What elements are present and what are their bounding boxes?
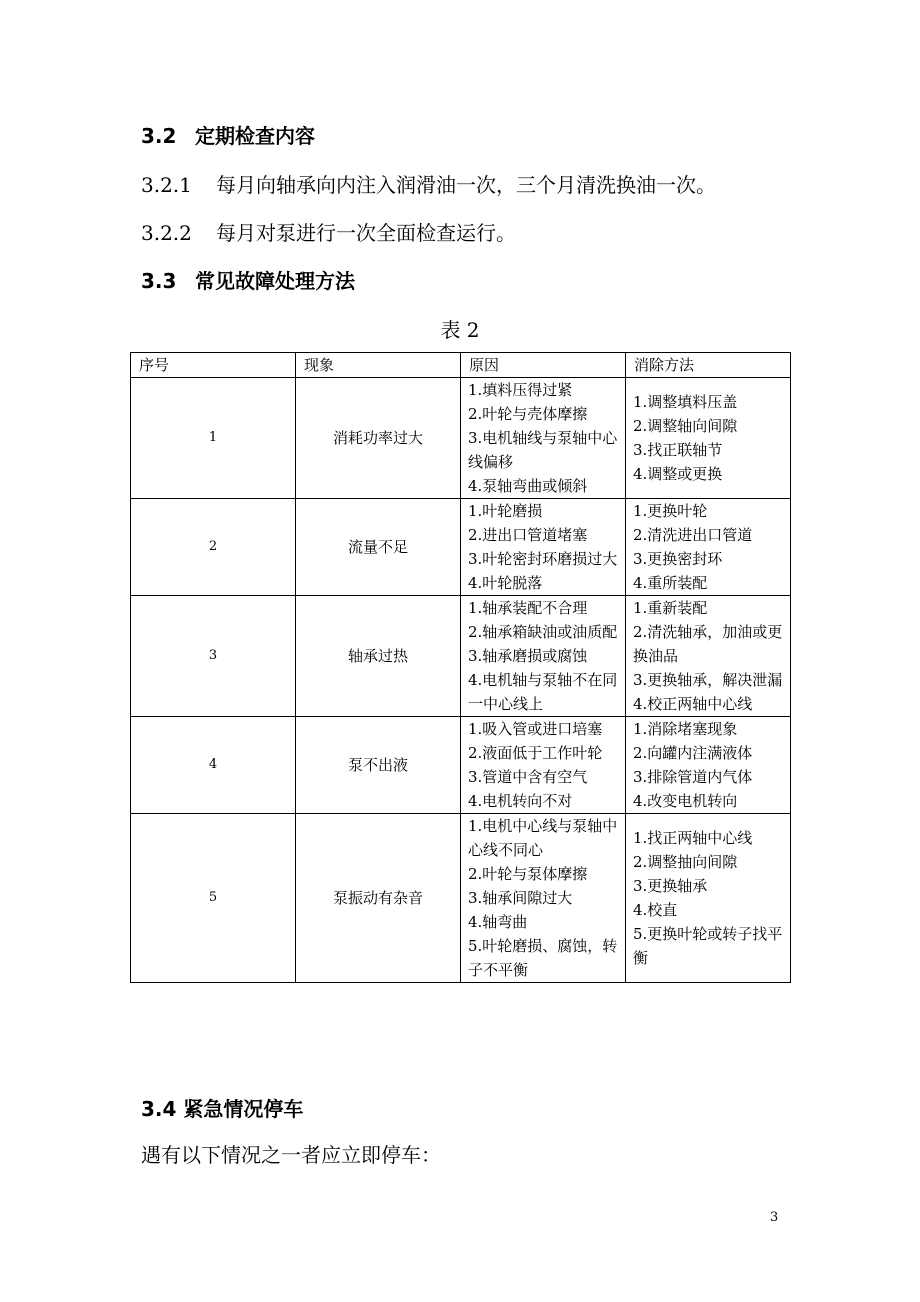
remedy-item: 2.清洗轴承，加油或更换油品 [633,623,783,665]
remedy-item: 4.改变电机转向 [633,792,738,810]
section-3-4-heading: 3.4 紧急情况停车 [141,1097,304,1121]
item-text: 每月向轴承向内注入润滑油一次，三个月清洗换油一次。 [216,173,716,197]
remedy-item: 2.清洗进出口管道 [633,526,753,544]
remedy-item: 1.更换叶轮 [633,502,708,520]
row-causes [461,596,626,717]
cause-item: 1.叶轮磨损 [468,502,543,520]
remedy-item: 2.调整轴向间隙 [633,417,738,435]
header-remedy: 消除方法 [626,353,791,378]
table-header-row [131,353,791,378]
remedy-item: 2.调整抽向间隙 [633,853,738,871]
cause-item: 4.电机轴与泵轴不在同一中心线上 [468,671,618,713]
row-phenomenon: 泵不出液 [296,717,461,814]
table-row [131,717,791,814]
remedy-item: 4.调整或更换 [633,465,723,483]
table-row [131,596,791,717]
remedy-item: 5.更换叶轮或转子找平衡 [633,925,783,967]
section-title: 定期检查内容 [195,124,315,148]
cause-item: 4.叶轮脱落 [468,574,543,592]
cause-item: 1.轴承装配不合理 [468,599,588,617]
row-remedies [626,499,791,596]
fault-table [130,352,791,983]
cause-item: 5.叶轮磨损、腐蚀，转子不平衡 [468,937,618,979]
row-seq: 1 [131,378,296,499]
cause-item: 3.轴承磨损或腐蚀 [468,647,588,665]
remedy-item: 2.向罐内注满液体 [633,744,753,762]
remedy-item: 3.更换轴承，解决泄漏 [633,671,783,689]
page-number: 3 [770,1210,779,1225]
row-causes [461,499,626,596]
section-number: 3.3 [141,269,177,293]
emergency-intro: 遇有以下情况之一者应立即停车： [141,1143,441,1167]
row-phenomenon: 泵振动有杂音 [296,814,461,983]
item-3-2-1 [141,173,716,197]
remedy-item: 1.找正两轴中心线 [633,829,753,847]
table-row [131,378,791,499]
cause-item: 1.吸入管或进口培塞 [468,720,603,738]
cause-item: 2.叶轮与壳体摩擦 [468,405,588,423]
section-3-2-heading [141,124,315,148]
section-3-3-heading [141,269,355,293]
header-cause: 原因 [461,353,626,378]
item-text: 每月对泵进行一次全面检查运行。 [216,221,516,245]
item-3-2-2 [141,221,516,245]
remedy-item: 1.消除堵塞现象 [633,720,738,738]
cause-item: 4.泵轴弯曲或倾斜 [468,477,588,495]
remedy-item: 4.重所装配 [633,574,708,592]
row-seq: 4 [131,717,296,814]
cause-item: 2.进出口管道堵塞 [468,526,588,544]
row-seq: 5 [131,814,296,983]
remedy-item: 3.找正联轴节 [633,441,723,459]
cause-item: 2.叶轮与泵体摩擦 [468,865,588,883]
row-remedies [626,717,791,814]
cause-item: 1.填料压得过紧 [468,381,573,399]
section-number: 3.2 [141,124,177,148]
row-remedies [626,596,791,717]
cause-item: 2.液面低于工作叶轮 [468,744,603,762]
cause-item: 3.管道中含有空气 [468,768,588,786]
remedy-item: 3.更换密封环 [633,550,723,568]
remedy-item: 4.校直 [633,901,678,919]
cause-item: 4.轴弯曲 [468,913,528,931]
row-causes [461,814,626,983]
remedy-item: 1.重新装配 [633,599,708,617]
header-phenomenon: 现象 [296,353,461,378]
row-phenomenon: 轴承过热 [296,596,461,717]
cause-item: 1.电机中心线与泵轴中心线不同心 [468,817,618,859]
row-remedies [626,378,791,499]
cause-item: 3.轴承间隙过大 [468,889,573,907]
cause-item: 4.电机转向不对 [468,792,573,810]
cause-item: 2.轴承箱缺油或油质配 [468,623,618,641]
remedy-item: 3.更换轴承 [633,877,708,895]
table-row [131,814,791,983]
item-number: 3.2.2 [141,221,192,245]
item-number: 3.2.1 [141,173,192,197]
row-seq: 3 [131,596,296,717]
header-seq: 序号 [131,353,296,378]
remedy-item: 1.调整填料压盖 [633,393,738,411]
row-causes [461,717,626,814]
row-causes [461,378,626,499]
row-remedies [626,814,791,983]
section-title: 常见故障处理方法 [195,269,355,293]
table-row [131,499,791,596]
row-seq: 2 [131,499,296,596]
row-phenomenon: 消耗功率过大 [296,378,461,499]
cause-item: 3.叶轮密封环磨损过大 [468,550,618,568]
row-phenomenon: 流量不足 [296,499,461,596]
cause-item: 3.电机轴线与泵轴中心线偏移 [468,429,618,471]
remedy-item: 3.排除管道内气体 [633,768,753,786]
table-caption: 表 2 [440,318,480,342]
remedy-item: 4.校正两轴中心线 [633,695,753,713]
